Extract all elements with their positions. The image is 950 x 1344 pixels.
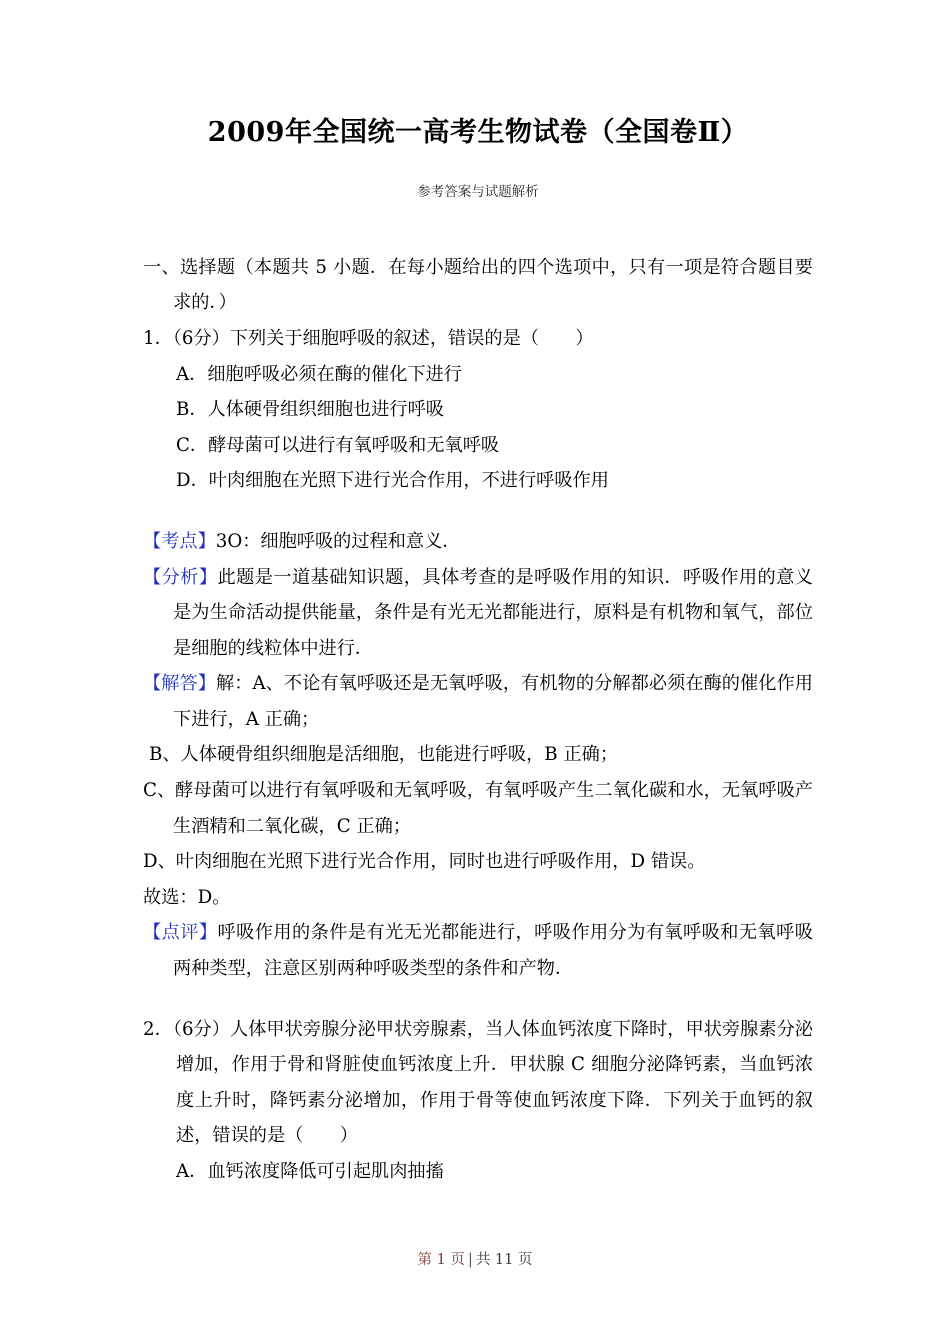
footer-separator: | [467,1252,473,1268]
question-1-dianping [143,915,813,986]
question-1-jieda-line-4: D、叶肉细胞在光照下进行光合作用，同时也进行呼吸作用，D 错误。 [143,851,706,873]
page-subtitle: 参考答案与试题解析 [417,183,539,200]
kaodian-text: 3O：细胞呼吸的过程和意义． [215,530,461,552]
question-1-option-a: A．细胞呼吸必须在酶的催化下进行 [176,363,462,385]
footer-current-page: 第 1 页 [417,1252,465,1268]
question-1-kaodian [143,524,813,560]
page-footer [0,1248,950,1269]
dianping-label: 【点评】 [143,922,218,944]
section-heading: 一、选择题（本题共 5 小题．在每小题给出的四个选项中，只有一项是符合题目要求的．） [143,256,813,314]
jieda-label: 【解答】 [143,673,216,695]
question-1-option-c: C．酵母菌可以进行有氧呼吸和无氧呼吸 [176,434,500,456]
question-1-stem: 1．（6分）下列关于细胞呼吸的叙述，错误的是（ ） [143,327,594,349]
kaodian-label: 【考点】 [143,530,216,552]
fenxi-text: 此题是一道基础知识题，具体考查的是呼吸作用的知识．呼吸作用的意义是为生命活动提供能量，条件是有光无光都能进行，原料是有机物和氧气，部位是细胞的线粒体中进行． [173,566,813,659]
question-1-fenxi [143,560,813,667]
question-1-jieda-line-1 [143,666,813,737]
question-1-jieda-conclusion: 故选：D。 [143,886,231,908]
question-1-jieda-line-2: B、人体硬骨组织细胞是活细胞，也能进行呼吸，B 正确； [149,744,619,766]
jieda-text-a: 解：A、不论有氧呼吸还是无氧呼吸，有机物的分解都必须在酶的催化作用下进行，A 正确； [173,673,813,730]
page-title: 2009年全国统一高考生物试卷（全国卷Ⅱ） [207,117,749,148]
question-1-jieda-line-3: C、酵母菌可以进行有氧呼吸和无氧呼吸，有氧呼吸产生二氧化碳和水，无氧呼吸产生酒精和二氧化碳，C 正确； [143,780,813,837]
fenxi-label: 【分析】 [143,566,218,588]
dianping-text: 呼吸作用的条件是有光无光都能进行，呼吸作用分为有氧呼吸和无氧呼吸两种类型，注意区别两种呼吸类型的条件和产物． [173,922,813,980]
page-content [143,0,813,1190]
question-2-stem: 2．（6分）人体甲状旁腺分泌甲状旁腺素，当人体血钙浓度下降时，甲状旁腺素分泌增加，作用于骨和肾脏使血钙浓度上升．甲状腺 C 细胞分泌降钙素，当血钙浓度上升时，降钙素分泌增加，作用于骨等使血钙浓度下降．下列关于血钙的叙述，错误的是（ ） [143,1018,813,1147]
question-2-option-a: A．血钙浓度降低可引起肌肉抽搐 [176,1161,444,1182]
question-1-option-d: D．叶肉细胞在光照下进行光合作用，不进行呼吸作用 [176,470,609,492]
footer-total-pages: 共 11 页 [475,1252,533,1268]
question-1-option-b: B．人体硬骨组织细胞也进行呼吸 [176,399,444,421]
